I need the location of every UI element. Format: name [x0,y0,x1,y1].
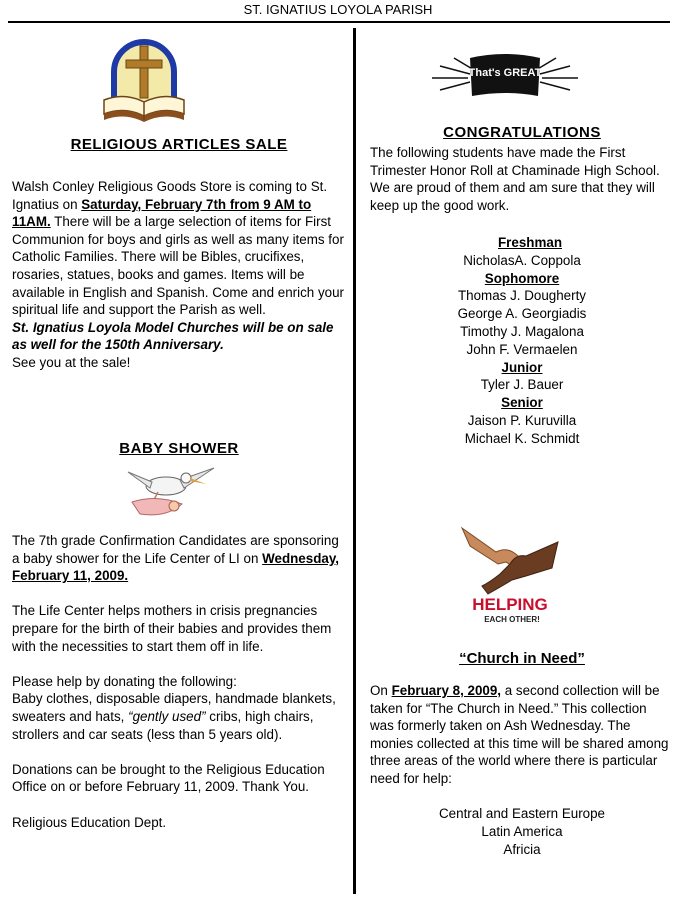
sale-title: RELIGIOUS ARTICLES SALE [70,136,288,153]
need-body [370,682,670,859]
donate-list: Baby clothes, disposable diapers, handmade blankets, sweaters and hats, [12,691,336,724]
student-name: Thomas J. Dougherty [457,288,586,304]
shower-text: The 7th grade Confirmation Candidates are sponsoring a baby shower for the Life Center of LI on [12,533,339,566]
shower-paragraph-4: Donations can be brought to the Religious Education Office on or before February 11, 2009. Thank You. [12,761,325,795]
need-paragraph [370,682,670,788]
congrats-body [370,144,670,214]
shower-paragraph-1 [12,532,346,585]
junior-heading: Junior [501,359,543,375]
honor-roll [370,234,674,448]
logo-text: That's GREAT [468,67,542,79]
shower-body [12,532,346,831]
shower-title: BABY SHOWER [119,440,239,457]
student-name: Jaison P. Kuruvilla [467,412,577,428]
student-name: Michael K. Schmidt [464,430,580,446]
column-divider [353,28,356,894]
need-text-2: a second collection will be taken for “The Church in Need.” This collection was formerly taken on Ash Wednesday. The monies collected at this time will be shared among three areas of the world where there is particular need for help: [370,683,669,786]
student-name: NicholasA. Coppola [463,252,581,268]
shower-signature: Religious Education Dept. [12,814,167,830]
shower-paragraph-2: The Life Center helps mothers in crisis pregnancies prepare for the birth of their babies and provides them with the necessities to start them off in life. [12,603,332,654]
thats-great-logo [430,48,580,100]
student-name: George A. Georgiadis [457,306,587,322]
helping-text: HELPING [472,595,548,614]
shower-date: Wednesday, February 11, 2009. [12,550,340,584]
student-name: Timothy J. Magalona [460,323,584,339]
gently-used: “gently used” [128,708,206,724]
helping-hands-icon [456,516,564,624]
need-text: On [370,683,392,698]
shower-paragraph-3 [12,673,346,743]
each-other-text: EACH OTHER! [484,615,540,624]
region-item: Latin America [481,823,563,839]
donate-list-2: cribs, high chairs, strollers and car seats (less than 5 years old). [12,708,314,742]
sale-closing: See you at the sale! [12,354,131,370]
donate-intro: Please help by donating the following: [12,673,237,689]
senior-heading: Senior [501,395,543,411]
need-title: “Church in Need” [459,650,585,667]
sophomore-heading: Sophomore [484,270,560,286]
freshman-heading: Freshman [498,235,562,250]
stork-icon [122,464,218,520]
sale-text-2: There will be a large selection of items for First Communion for boys and girls as well as many items for Catholic Families. There will be Bibles, crucifixes, rosaries, statues, books and games. Items will be available in English and Spanish. Come and enrich your spiritual life and support the Parish as well. [12,214,344,318]
page-header: ST. IGNATIUS LOYOLA PARISH [243,2,433,17]
model-churches-note: St. Ignatius Loyola Model Churches will be on sale as well for the 150th Anniversary. [12,319,334,353]
congrats-title: CONGRATULATIONS [443,124,601,141]
region-item: Central and Eastern Europe [439,806,605,822]
sale-text: Walsh Conley Religious Goods Store is coming to St. Ignatius on [12,179,328,212]
student-name: John F. Vermaelen [466,341,578,357]
need-date: February 8, 2009, [391,683,502,698]
sale-body [12,178,346,372]
region-item: Africia [503,841,541,857]
congrats-intro: The following students have made the First Trimester Honor Roll at Chaminade High School. We are proud of them and am sure that they will keep up the good work. [370,145,660,213]
regions-list [370,805,674,858]
church-bible-icon [100,36,188,124]
sale-paragraph [12,178,346,319]
student-name: Tyler J. Bauer [480,377,564,393]
header-rule [8,21,670,23]
sale-date: Saturday, February 7th from 9 AM to 11AM. [12,196,312,230]
